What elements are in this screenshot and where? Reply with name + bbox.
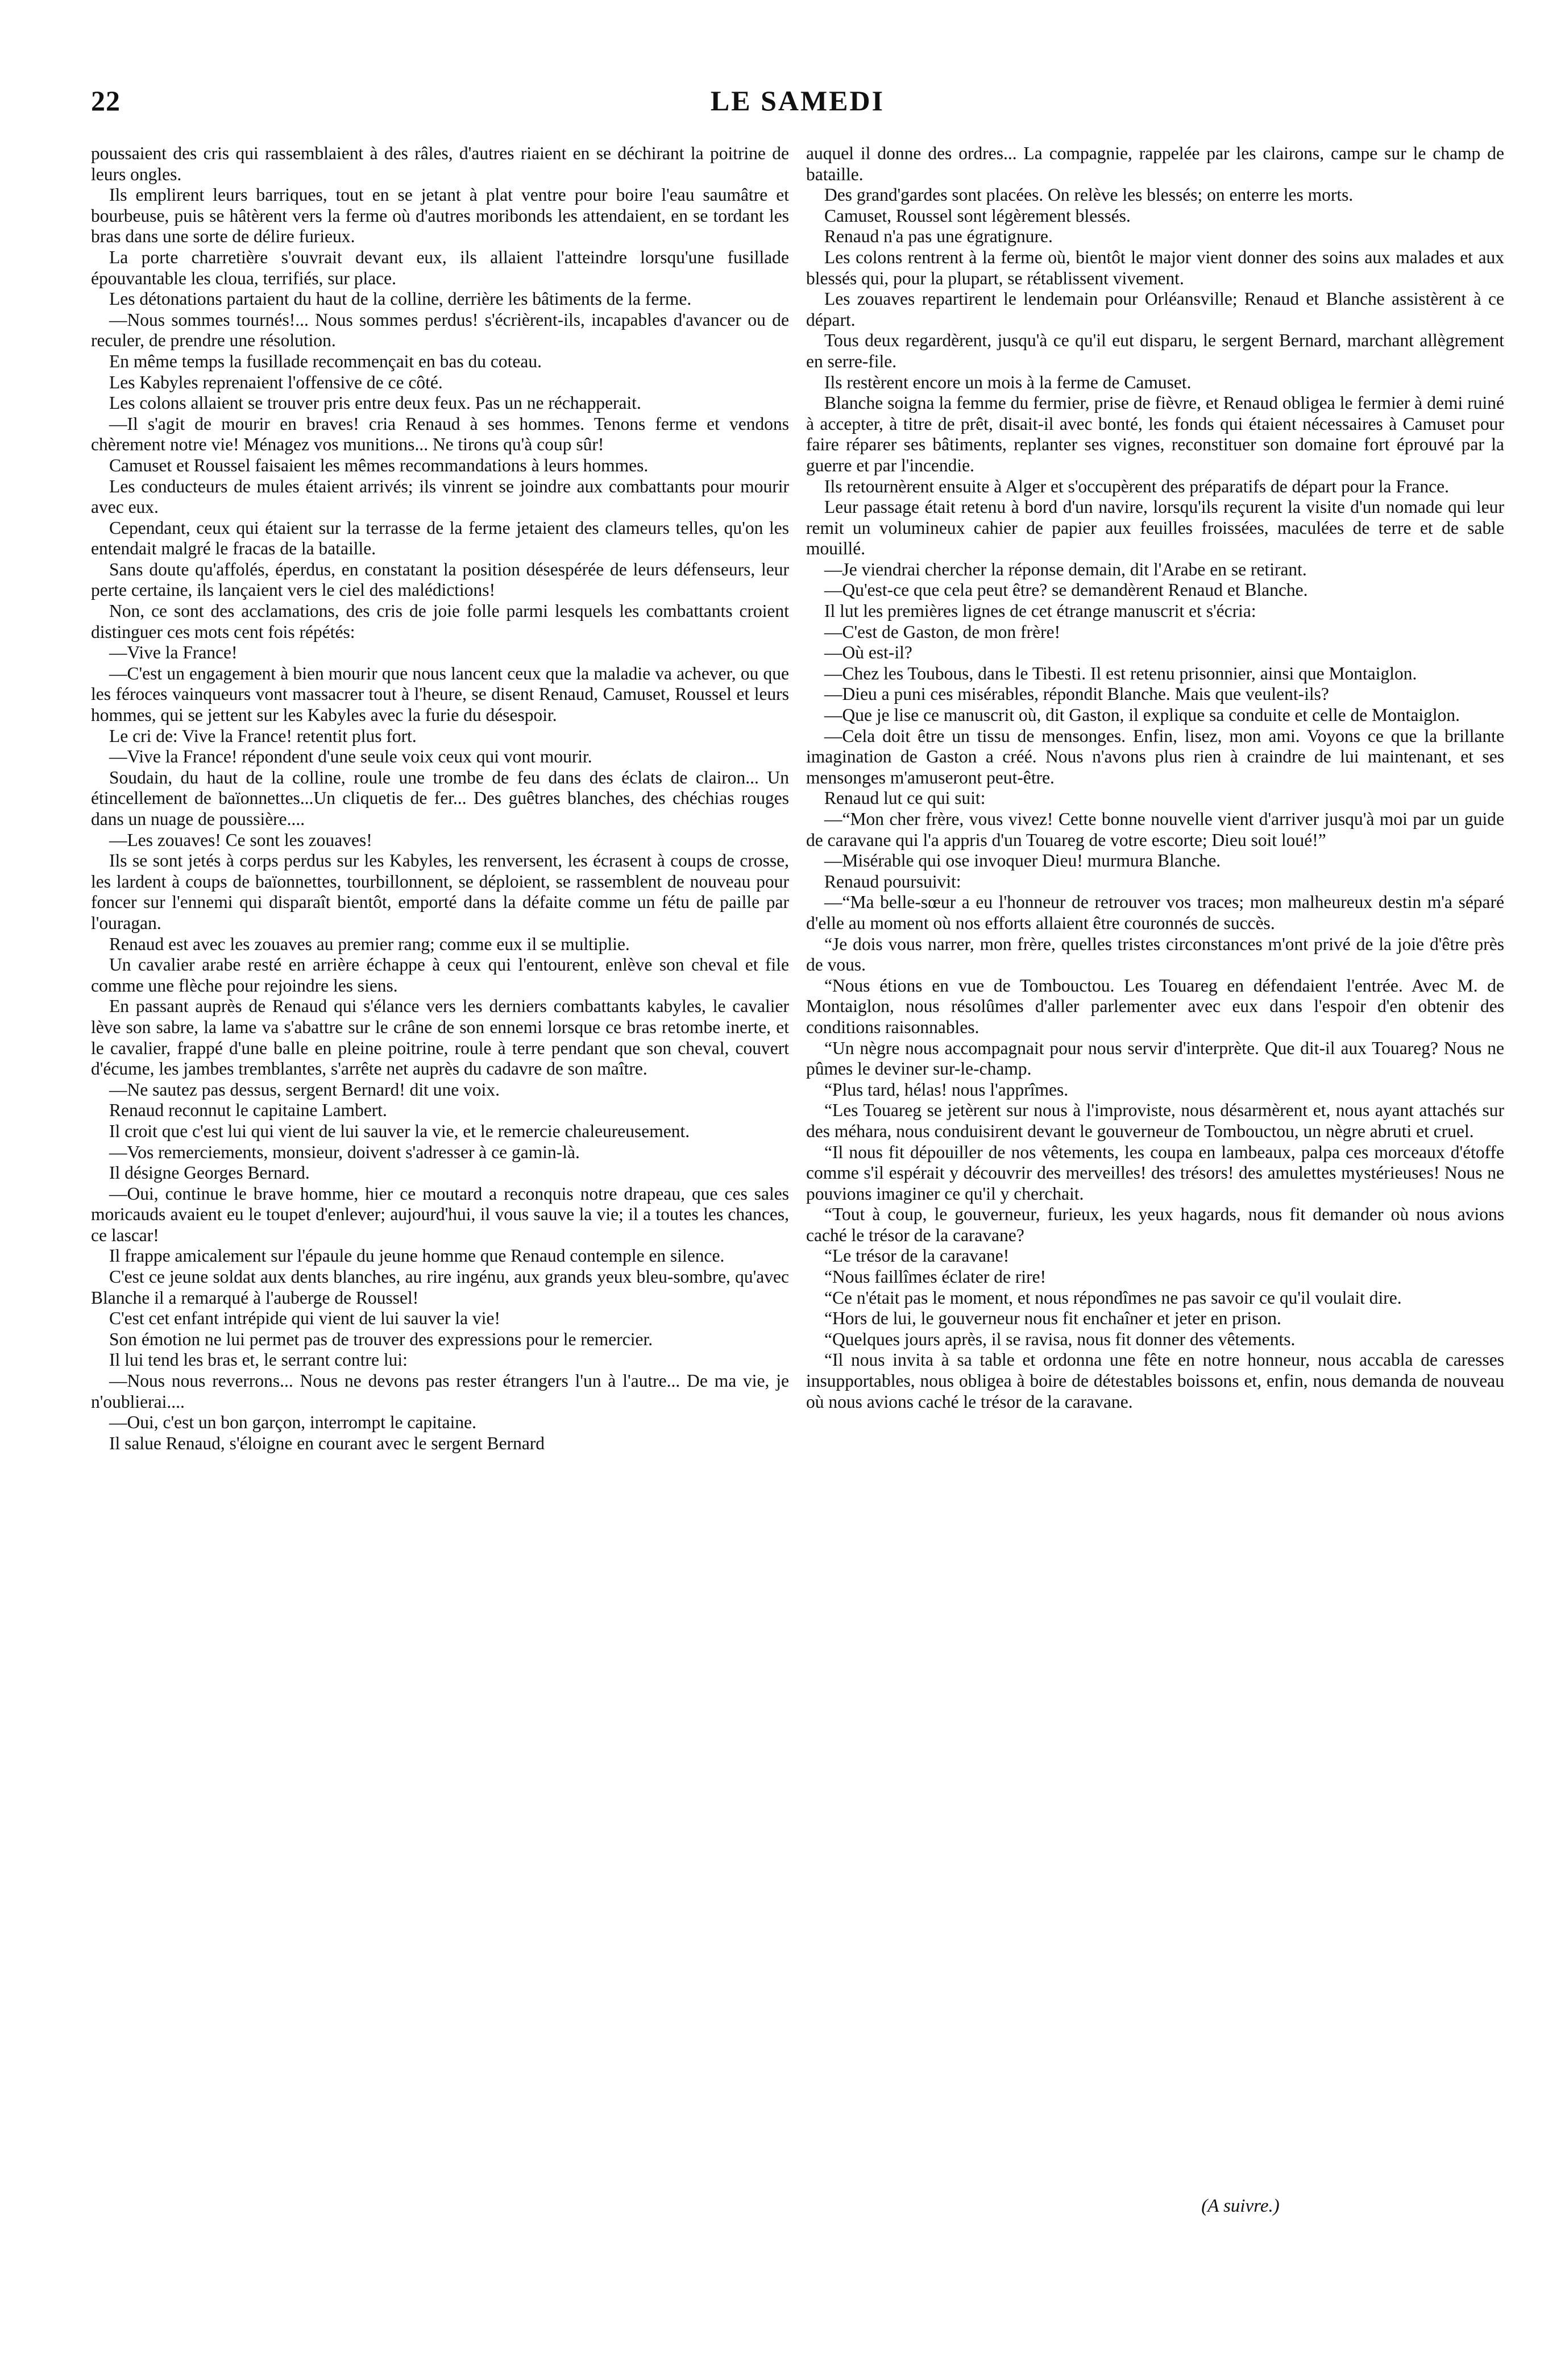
paragraph: —C'est un engagement à bien mourir que nous lancent ceux que la maladie va achever, ou que les féroces vainqueurs vont massacrer tout à l'heure, se disent Renaud, Camuset, Roussel et leurs hommes, qui se jettent sur les Kabyles avec la furie du désespoir.: [91, 663, 789, 725]
paragraph: —Chez les Toubous, dans le Tibesti. Il est retenu prisonnier, ainsi que Montaiglon.: [824, 663, 1417, 683]
paragraph: Blanche soigna la femme du fermier, prise de fièvre, et Renaud obligea le fermier à demi ruiné à accepter, à titre de prêt, disait-il avec bonté, les fonds qui étaient nécessaires à Camuset pour faire réparer ses bâtiments, replanter ses vignes, reconstituer son domaine fort éprouvé par la guerre et par l'incendie.: [806, 393, 1504, 475]
paragraph: —Dieu a puni ces misérables, répondit Blanche. Mais que veulent-ils?: [824, 684, 1329, 704]
paragraph: Son émotion ne lui permet pas de trouver des expressions pour le remercier.: [109, 1329, 653, 1349]
paragraph: —Vive la France!: [109, 642, 238, 663]
paragraph: “Il nous invita à sa table et ordonna une fête en notre honneur, nous accabla de caresses insupportables, nous obligea à boire de détestables boissons et, enfin, nous demanda de nouveau où nous avions caché le trésor de la caravane.: [806, 1350, 1504, 1412]
paragraph: Le cri de: Vive la France! retentit plus fort.: [109, 725, 417, 746]
paragraph: Renaud n'a pas une égratignure.: [824, 226, 1053, 247]
paragraph: En même temps la fusillade recommençait en bas du coteau.: [109, 351, 542, 371]
paragraph: Il lut les premières lignes de cet étrange manuscrit et s'écria:: [824, 601, 1256, 621]
paragraph: Il désigne Georges Bernard.: [109, 1163, 310, 1183]
paragraph: Leur passage était retenu à bord d'un navire, lorsqu'ils reçurent la visite d'un nomade qui leur remit un volumineux cahier de papier aux feuilles froissées, maculées de terre et de sable mouillé.: [806, 497, 1504, 559]
paragraph: “Je dois vous narrer, mon frère, quelles tristes circonstances m'ont privé de la joie d'être près de vous.: [806, 934, 1504, 975]
paragraph: “Les Touareg se jetèrent sur nous à l'improviste, nous désarmèrent et, nous ayant attachés sur des méhara, nous conduisirent devant le gouverneur de Tombouctou, un nègre abruti et cruel.: [806, 1100, 1504, 1141]
paragraph: Renaud poursuivit:: [824, 871, 961, 892]
paragraph: Renaud est avec les zouaves au premier rang; comme eux il se multiplie.: [109, 934, 630, 954]
paragraph: “Nous faillîmes éclater de rire!: [824, 1267, 1047, 1287]
paragraph: Ils emplirent leurs barriques, tout en se jetant à plat ventre pour boire l'eau saumâtre et bourbeuse, puis se hâtèrent vers la ferme où d'autres moribonds les attendaient, en se tordant les bras dans une sorte de délire furieux.: [91, 185, 789, 247]
paragraph: Ils restèrent encore un mois à la ferme de Camuset.: [824, 372, 1192, 392]
paragraph: poussaient des cris qui rassemblaient à des râles, d'autres riaient en se déchirant la poitrine de leurs ongles.: [91, 143, 789, 184]
paragraph: En passant auprès de Renaud qui s'élance vers les derniers combattants kabyles, le cavalier lève son sabre, la lame va s'abattre sur le crâne de son ennemi lorsque ce bras retombe inerte, et le cavalier, frappé d'une balle en pleine poitrine, roule à terre pendant que son cheval, couvert d'écume, les jambes tremblantes, s'arrête net auprès du cadavre de son maître.: [91, 996, 789, 1079]
paragraph: Il lui tend les bras et, le serrant contre lui:: [109, 1350, 408, 1370]
paragraph: Sans doute qu'affolés, éperdus, en constatant la position désespérée de leurs défenseurs, leur perte certaine, ils lançaient vers le ciel des malédictions!: [91, 559, 789, 600]
paragraph: Les zouaves repartirent le lendemain pour Orléansville; Renaud et Blanche assistèrent à ce départ.: [806, 289, 1504, 330]
paragraph: C'est cet enfant intrépide qui vient de lui sauver la vie!: [109, 1308, 500, 1329]
paragraph: “Ce n'était pas le moment, et nous répondîmes ne pas savoir ce qu'il voulait dire.: [824, 1287, 1402, 1308]
running-title: LE SAMEDI: [710, 85, 885, 117]
paragraph: —Ne sautez pas dessus, sergent Bernard! dit une voix.: [109, 1079, 500, 1100]
paragraph: Camuset et Roussel faisaient les mêmes recommandations à leurs hommes.: [109, 455, 649, 475]
paragraph: auquel il donne des ordres... La compagnie, rappelée par les clairons, campe sur le champ de bataille.: [806, 143, 1504, 184]
paragraph: —Cela doit être un tissu de mensonges. Enfin, lisez, mon ami. Voyons ce que la brillante imagination de Gaston a créé. Nous n'avons plus rien à craindre de lui maintenant, et ses mensonges m'amuseront peut-être.: [806, 725, 1504, 787]
paragraph: Ils retournèrent ensuite à Alger et s'occupèrent des préparatifs de départ pour la France.: [824, 476, 1449, 496]
paragraph: —Que je lise ce manuscrit où, dit Gaston, il explique sa conduite et celle de Montaiglon.: [824, 705, 1460, 725]
paragraph: Cependant, ceux qui étaient sur la terrasse de la ferme jetaient des clameurs telles, qu'on les entendait malgré le fracas de la bataille.: [91, 517, 789, 559]
paragraph: Il frappe amicalement sur l'épaule du jeune homme que Renaud contemple en silence.: [109, 1246, 725, 1266]
right-column: [806, 143, 1504, 1412]
paragraph: “Nous étions en vue de Tombouctou. Les Touareg en défendaient l'entrée. Avec M. de Montaiglon, nous résolûmes d'aller parlementer avec eux dans l'espoir d'en obtenir des conditions raisonnables.: [806, 975, 1504, 1037]
paragraph: —Vos remerciements, monsieur, doivent s'adresser à ce gamin-là.: [109, 1142, 580, 1162]
paragraph: La porte charretière s'ouvrait devant eux, ils allaient l'atteindre lorsqu'une fusillade épouvantable les cloua, terrifiés, sur place.: [91, 247, 789, 288]
paragraph: Il croit que c'est lui qui vient de lui sauver la vie, et le remercie chaleureusement.: [109, 1121, 690, 1141]
paragraph: —“Ma belle-sœur a eu l'honneur de retrouver vos traces; mon malheureux destin m'a séparé d'elle au moment où nos efforts allaient être couronnés de succès.: [806, 892, 1504, 933]
paragraph: C'est ce jeune soldat aux dents blanches, au rire ingénu, aux grands yeux bleu-sombre, qu'avec Blanche il a remarqué à l'auberge de Roussel!: [91, 1267, 789, 1308]
paragraph: Soudain, du haut de la colline, roule une trombe de feu dans des éclats de clairon... Un étincellement de baïonnettes...Un cliquetis de fer... Des guêtres blanches, des chéchias rouges dans un nuage de poussière....: [91, 767, 789, 829]
paragraph: —Nous sommes tournés!... Nous sommes perdus! s'écrièrent-ils, incapables d'avancer ou de reculer, de prendre une résolution.: [91, 309, 789, 351]
paragraph: —Nous nous reverrons... Nous ne devons pas rester étrangers l'un à l'autre... De ma vie, je n'oublierai....: [91, 1371, 789, 1412]
paragraph: —Qu'est-ce que cela peut être? se demandèrent Renaud et Blanche.: [824, 580, 1308, 600]
paragraph: —Vive la France! répondent d'une seule voix ceux qui vont mourir.: [109, 747, 592, 767]
paragraph: Les Kabyles reprenaient l'offensive de ce côté.: [109, 372, 443, 392]
paragraph: “Plus tard, hélas! nous l'apprîmes.: [824, 1079, 1069, 1100]
paragraph: “Tout à coup, le gouverneur, furieux, les yeux hagards, nous fit demander où nous avions caché le trésor de la caravane?: [806, 1204, 1504, 1245]
to-be-continued: (A suivre.): [1201, 2196, 1280, 2216]
paragraph: —“Mon cher frère, vous vivez! Cette bonne nouvelle vient d'arriver jusqu'à moi par un guide de caravane qui l'a appris d'un Touareg de votre escorte; Dieu soit loué!”: [806, 809, 1504, 850]
paragraph: Tous deux regardèrent, jusqu'à ce qu'il eut disparu, le sergent Bernard, marchant allègrement en serre-file.: [806, 330, 1504, 371]
paragraph: Des grand'gardes sont placées. On relève les blessés; on enterre les morts.: [824, 185, 1354, 205]
paragraph: —Il s'agit de mourir en braves! cria Renaud à ses hommes. Tenons ferme et vendons chèrement notre vie! Ménagez vos munitions... Ne tirons qu'à coup sûr!: [91, 413, 789, 455]
paragraph: “Quelques jours après, il se ravisa, nous fit donner des vêtements.: [824, 1329, 1296, 1349]
paragraph: Ils se sont jetés à corps perdus sur les Kabyles, les renversent, les écrasent à coups de crosse, les lardent à coups de baïonnettes, tourbillonnent, se déploient, se rassemblent de nouveau pour foncer sur l'ennemi qui disparaît bientôt, emporté dans la défaite comme un fétu de paille par l'ouragan.: [91, 851, 789, 933]
paragraph: —Misérable qui ose invoquer Dieu! murmura Blanche.: [824, 851, 1221, 871]
page-number: 22: [91, 85, 121, 117]
paragraph: Un cavalier arabe resté en arrière échappe à ceux qui l'entourent, enlève son cheval et file comme une flèche pour rejoindre les siens.: [91, 955, 789, 996]
paragraph: —Oui, continue le brave homme, hier ce moutard a reconquis notre drapeau, que ces sales moricauds avaient eu le toupet d'enlever; aujourd'hui, il vous sauve la vie; il a toutes les chances, ce lascar!: [91, 1183, 789, 1245]
paragraph: —Où est-il?: [824, 642, 912, 663]
paragraph: —Oui, c'est un bon garçon, interrompt le capitaine.: [109, 1412, 476, 1433]
page-header: [91, 84, 1504, 130]
paragraph: —C'est de Gaston, de mon frère!: [824, 621, 1061, 642]
paragraph: “Il nous fit dépouiller de nos vêtements, les coupa en lambeaux, palpa ces morceaux d'étoffe comme s'il espérait y découvrir des merveilles! des trésors! des amulettes mystérieuses! Nous ne pouvions imaginer ce qu'il y cherchait.: [806, 1142, 1504, 1204]
paragraph: Les colons allaient se trouver pris entre deux feux. Pas un ne réchapperait.: [109, 393, 641, 413]
paragraph: Il salue Renaud, s'éloigne en courant avec le sergent Bernard: [109, 1433, 545, 1453]
left-column: [91, 143, 789, 1454]
paragraph: Les détonations partaient du haut de la colline, derrière les bâtiments de la ferme.: [109, 289, 692, 309]
paragraph: Non, ce sont des acclamations, des cris de joie folle parmi lesquels les combattants croient distinguer ces mots cent fois répétés:: [91, 601, 789, 642]
paragraph: Renaud reconnut le capitaine Lambert.: [109, 1100, 387, 1121]
paragraph: Les conducteurs de mules étaient arrivés; ils vinrent se joindre aux combattants pour mourir avec eux.: [91, 476, 789, 517]
paragraph: “Un nègre nous accompagnait pour nous servir d'interprète. Que dit-il aux Touareg? Nous ne pûmes le deviner sur-le-champ.: [806, 1038, 1504, 1079]
paragraph: Les colons rentrent à la ferme où, bientôt le major vient donner des soins aux malades et aux blessés qui, pour la plupart, se rétablissent vivement.: [806, 247, 1504, 288]
paragraph: “Le trésor de la caravane!: [824, 1246, 1010, 1266]
paragraph: —Les zouaves! Ce sont les zouaves!: [109, 830, 372, 850]
paragraph: Camuset, Roussel sont légèrement blessés.: [824, 205, 1131, 226]
paragraph: —Je viendrai chercher la réponse demain, dit l'Arabe en se retirant.: [824, 559, 1307, 579]
paragraph: “Hors de lui, le gouverneur nous fit enchaîner et jeter en prison.: [824, 1308, 1281, 1329]
paragraph: Renaud lut ce qui suit:: [824, 788, 986, 808]
